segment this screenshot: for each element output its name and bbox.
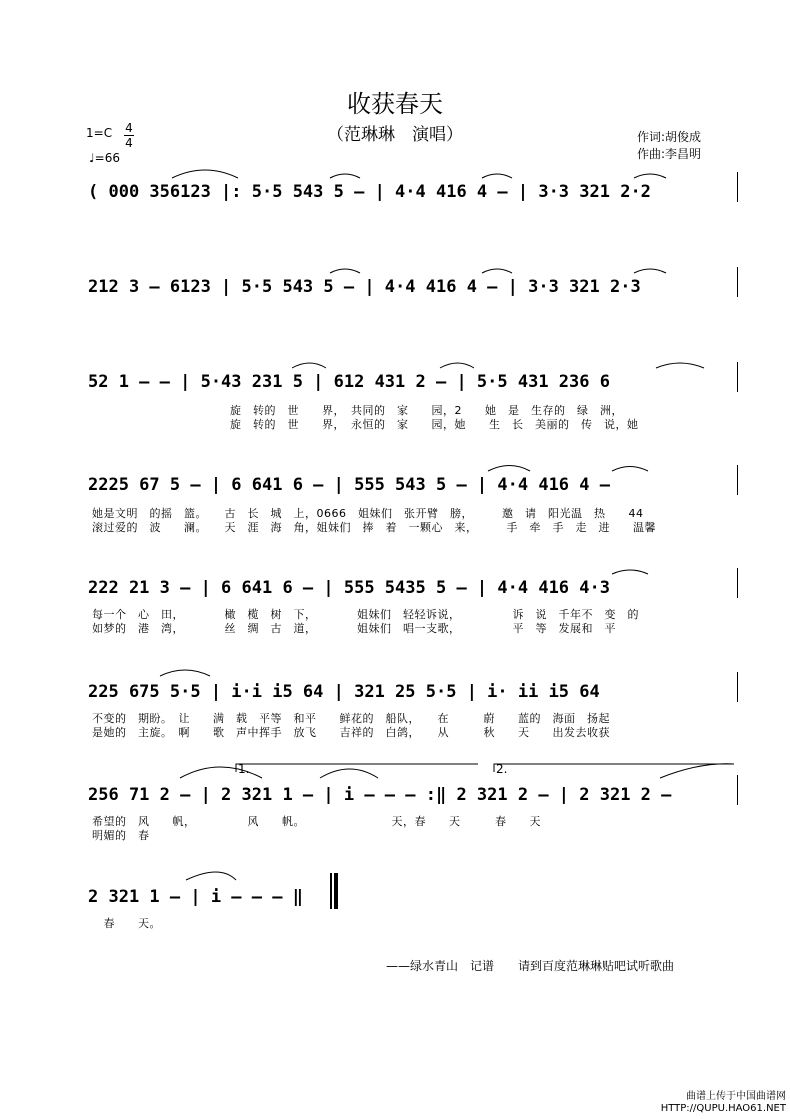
- notes-row-4: 2225 67 5 – | 6 641 6 – | 555 543 5 – | 4·4 416 4 –: [88, 475, 610, 495]
- notes-row-6: 225 675 5·5 | i·i i5 64 | 321 25 5·5 | i· ii i5 64: [88, 682, 600, 702]
- watermark-line-1: 曲谱上传于中国曲谱网: [686, 1091, 786, 1102]
- volta-first: 1.: [238, 762, 250, 776]
- lyrics-row-8-line-1: 春 天。: [92, 917, 161, 930]
- volta-second: 2.: [496, 762, 508, 776]
- lyrics-row-3-line-2: 旋 转的 世 界， 永恒的 家 园，她 生 长 美丽的 传 说，她: [230, 418, 639, 431]
- composer-credit: 作曲:李昌明: [637, 147, 702, 161]
- notes-row-5: 222 21 3 – | 6 641 6 – | 555 5435 5 – | 4·4 416 4·3: [88, 578, 610, 598]
- song-subtitle: （范琳琳 演唱）: [327, 125, 463, 145]
- lyrics-row-5-line-2: 如梦的 港 湾， 丝 绸 古 道， 姐妹们 唱一支歌， 平 等 发展和 平: [92, 622, 616, 635]
- lyrics-row-6-line-1: 不变的 期盼。 让 满 载 平等 和平 鲜花的 船队， 在 蔚 蓝的 海面 扬起: [92, 712, 610, 725]
- notes-row-2: 212 3 – 6123 | 5·5 543 5 – | 4·4 416 4 – | 3·3 321 2·3: [88, 277, 641, 297]
- time-signature-bottom: 4: [125, 136, 133, 150]
- lyrics-row-6-line-2: 是她的 主旋。 啊 歌 声中挥手 放飞 吉祥的 白鸽， 从 秋 天 出发去收获: [92, 726, 610, 739]
- lyricist-credit: 作词:胡俊成: [637, 130, 702, 144]
- notes-row-7: 256 71 2 – | 2 321 1 – | i – – – :‖ 2 321 2 – | 2 321 2 –: [88, 785, 672, 805]
- site-watermark: [661, 1091, 786, 1115]
- lyrics-row-7-line-2: 明媚的 春: [92, 829, 150, 842]
- tempo-value: =66: [94, 151, 120, 165]
- lyrics-row-4-line-1: 她是文明 的摇 篮。 古 长 城 上，0666 姐妹们 张开臂 膀， 邀 请 阳光温 热 44: [92, 507, 644, 520]
- transcriber-footer: ——绿水青山 记谱 请到百度范琳琳贴吧试听歌曲: [386, 959, 675, 973]
- lyrics-row-5-line-1: 每一个 心 田， 橄 榄 树 下， 姐妹们 轻轻诉说， 诉 说 千年不 变 的: [92, 608, 639, 621]
- lyrics-row-3-line-1: 旋 转的 世 界， 共同的 家 园，2 她 是 生存的 绿 洲，: [230, 404, 623, 417]
- watermark-line-2: HTTP://QUPU.HAO61.NET: [660, 1103, 786, 1114]
- notes-row-8: 2 321 1 – | i – – – ‖: [88, 887, 303, 907]
- notes-row-3: 52 1 – – | 5·43 231 5 | 612 431 2 – | 5·5 431 236 6: [88, 372, 610, 392]
- notes-row-1: ( 000 356123 |: 5·5 543 5 – | 4·4 416 4 – | 3·3 321 2·2: [88, 182, 651, 202]
- key-signature: 1=C: [86, 126, 113, 140]
- quarter-note-icon: ♩: [89, 151, 95, 165]
- song-title: 收获春天: [347, 90, 443, 118]
- time-signature-top: 4: [125, 121, 133, 135]
- lyrics-row-7-line-1: 希望的 风 帆， 风 帆。 天，春 天 春 天: [92, 815, 541, 828]
- lyrics-row-4-line-2: 滚过爱的 波 澜。 天 涯 海 角，姐妹们 捧 着 一颗心 来， 手 牵 手 走 进 温馨: [92, 521, 656, 534]
